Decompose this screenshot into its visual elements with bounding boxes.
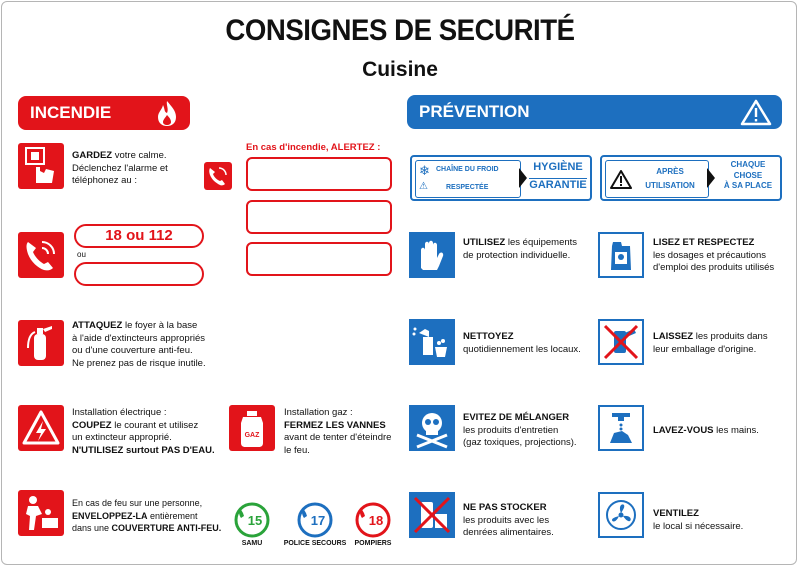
pompiers-label: POMPIERS: [354, 540, 392, 547]
emergency-police: [280, 500, 350, 547]
hand-washing-icon: [598, 405, 644, 451]
block-electrical-text: Installation électrique : COUPEZ le courant et utilisez un extincteur approprié. N'UTILISEZ surtout PAS D'EAU.: [72, 407, 215, 456]
electrical-hazard-icon: [18, 405, 64, 451]
prevention-banner: [407, 95, 782, 129]
warning-card-icon: [610, 169, 632, 189]
svg-text:17: 17: [310, 513, 326, 528]
cleaning-spray-icon: [409, 319, 455, 365]
ou-label: ou: [77, 250, 86, 259]
alarm-button-icon: [18, 143, 64, 189]
alert-field-3[interactable]: [246, 242, 392, 276]
phone-icon: [18, 232, 64, 278]
block-gas-text: Installation gaz : FERMEZ LES VANNES avant de tenter d'éteindre le feu.: [284, 407, 392, 456]
phone-number: 18 ou 112: [105, 227, 173, 244]
arrow-right-icon: [519, 168, 527, 188]
prevention-item-1-text: UTILISEZ les équipements de protection individuelle.: [463, 237, 578, 261]
no-repackaging-icon: [598, 319, 644, 365]
emergency-pompiers: [350, 500, 396, 547]
pompiers-icon: [353, 500, 393, 540]
prevention-item-3-text: NETTOYEZ quotidiennement les locaux.: [463, 331, 581, 355]
samu-icon: [232, 500, 272, 540]
extinguisher-icon: [18, 320, 64, 366]
product-label-icon: [598, 232, 644, 278]
page-subtitle: Cuisine: [362, 58, 438, 81]
gas-bottle-icon: [229, 405, 275, 451]
block-alarm-text: GARDEZ votre calme. Déclenchez l'alarme et téléphonez au :: [72, 150, 168, 186]
arrow-right-icon-2: [707, 168, 715, 188]
samu-label: SAMU: [241, 540, 263, 547]
alert-field-1[interactable]: [246, 157, 392, 191]
svg-text:15: 15: [247, 513, 263, 528]
police-icon: [295, 500, 335, 540]
phone-number-field: [74, 224, 204, 248]
prevention-item-4-text: LAISSEZ les produits dans leur emballage d'origine.: [653, 331, 768, 355]
prevention-title: PRÉVENTION: [419, 102, 530, 121]
fire-blanket-icon: [18, 490, 64, 536]
gloves-icon: [409, 232, 455, 278]
tidy-up-card: APRÈS UTILISATION CHAQUE CHOSE À SA PLACE: [600, 155, 782, 201]
prevention-item-2-text: LISEZ ET RESPECTEZ les dosages et précautions d'emploi des produits utilisés: [653, 237, 775, 273]
alert-field-2[interactable]: [246, 200, 392, 234]
prevention-item-5-text: EVITEZ DE MÉLANGER les produits d'entretien (gaz toxiques, projections).: [463, 412, 577, 448]
ventilation-fan-icon: [598, 492, 644, 538]
prevention-item-6-text: LAVEZ-VOUS les mains.: [653, 425, 759, 436]
cold-chain-card: ❄ CHAÎNE DU FROID ⚠ RESPECTÉE HYGIÈNE GARANTIE: [410, 155, 592, 201]
emergency-samu: [232, 500, 272, 547]
warning-triangle-icon: [740, 98, 772, 126]
gas-label: GAZ: [244, 432, 260, 439]
prevention-item-7-text: NE PAS STOCKER les produits avec les denrées alimentaires.: [463, 502, 554, 538]
incendie-title: INCENDIE: [30, 103, 112, 122]
page-title: CONSIGNES DE SECURITÉ: [225, 14, 575, 47]
police-label: POLICE SECOURS: [283, 540, 347, 547]
no-storage-icon: [409, 492, 455, 538]
warning-small-icon: ⚠: [419, 181, 428, 192]
svg-text:18: 18: [368, 513, 384, 528]
internal-number-field[interactable]: [74, 262, 204, 286]
block-extinguisher-text: ATTAQUEZ le foyer à la base à l'aide d'extincteurs appropriés ou d'une couverture anti-feu. Ne prenez pas de risque inutile.: [72, 320, 206, 369]
snowflake-icon: ❄: [419, 163, 430, 178]
block-person-fire-text: En cas de feu sur une personne, ENVELOPPEZ-LA entièrement dans une COUVERTURE ANTI-FEU.: [72, 498, 222, 533]
phone-small-icon: [204, 162, 232, 190]
alert-title: En cas d'incendie, ALERTEZ :: [246, 142, 381, 153]
skull-icon: [409, 405, 455, 451]
flame-icon: [152, 99, 182, 127]
prevention-item-8-text: VENTILEZ le local si nécessaire.: [653, 508, 744, 532]
